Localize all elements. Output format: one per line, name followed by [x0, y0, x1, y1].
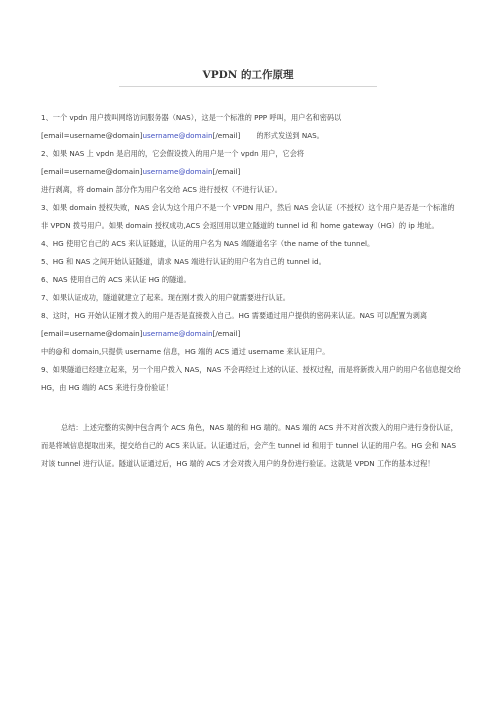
title-divider: [119, 86, 377, 87]
paragraph-2: [41, 145, 461, 199]
paragraph-5: 5、HG 和 NAS 之间开始认证隧道，请求 NAS 端进行认证的用户名为自己的 tunnel id。: [41, 257, 326, 266]
email-tag-close: [/email]: [212, 329, 241, 338]
paragraph-1-tail: 的形式发送到 NAS。: [256, 131, 324, 140]
page-title: VPDN 的工作原理: [202, 69, 294, 81]
email-link[interactable]: username@domain: [142, 167, 213, 176]
paragraph-1: [41, 109, 461, 145]
email-tag-close: [/email]: [212, 167, 241, 176]
paragraph-6: 6、NAS 使用自己的 ACS 来认证 HG 的隧道。: [41, 275, 191, 284]
document-body: [41, 109, 461, 473]
paragraph-8: [41, 307, 461, 361]
email-tag-open: [email=username@domain]: [41, 167, 143, 176]
paragraph-4: 4、HG 使用它自己的 ACS 来认证隧道，认证的用户名为 NAS 端隧道名字（the name of the tunnel。: [41, 239, 375, 248]
paragraph-7: 7、如果认证成功，隧道就建立了起来。现在刚才拨入的用户就需要进行认证。: [41, 293, 290, 302]
email-tag-open: [email=username@domain]: [41, 131, 143, 140]
paragraph-2-tail: 进行剥离，将 domain 部分作为用户名交给 ACS 进行授权（不进行认证）。: [41, 185, 282, 194]
paragraph-8-text: 8、这时，HG 开始认证刚才拨入的用户是否是直接拨入自己。HG 需要通过用户提供的密码来认证。NAS 可以配置为剥离: [41, 311, 428, 320]
paragraph-3: 3、如果 domain 授权失败，NAS 会认为这个用户不是一个 VPDN 用户，然后 NAS 会认证（不授权）这个用户是否是一个标准的非 VPDN 拨号用户。如果 domain 授权成功,ACS 会返回用以建立隧道的 tunnel id 和 home gateway（HG）的 ip 地址。: [41, 203, 455, 230]
paragraph-8-tail: 中的@和 domain,只提供 username 信息，HG 端的 ACS 通过 username 来认证用户。: [41, 347, 330, 356]
paragraph-2-text: 2、如果 NAS 上 vpdn 是启用的，它会假设拨入的用户是一个 vpdn 用户，它会将: [41, 149, 305, 158]
paragraph-9: 9、如果隧道已经建立起来，另一个用户拨入 NAS，NAS 不会再经过上述的认证、授权过程，而是将新拨入用户的用户名信息提交给 HG，由 HG 端的 ACS 来进行身份验证！: [41, 365, 461, 392]
email-tag-close: [/email]: [212, 131, 241, 140]
email-link[interactable]: username@domain: [142, 329, 213, 338]
summary-paragraph: 总结：上述完整的实例中包含两个 ACS 角色，NAS 端的和 HG 端的。NAS 端的 ACS 并不对首次拨入的用户进行身份认证，而是将域信息提取出来，提交给自己的 ACS 来认证。认证通过后，会产生 tunnel id 和用于 tunnel 认证的用户名。HG 会和 NAS 对该 tunnel 进行认证。隧道认证通过后，HG 端的 ACS 才会对拨入用户的身份进行验证。这就是 VPDN 工作的基本过程！: [41, 423, 458, 468]
email-tag-open: [email=username@domain]: [41, 329, 143, 338]
paragraph-1-text: 1、一个 vpdn 用户拨叫网络访问服务器（NAS），这是一个标准的 PPP 呼叫，用户名和密码以: [41, 113, 342, 122]
email-link[interactable]: username@domain: [142, 131, 213, 140]
